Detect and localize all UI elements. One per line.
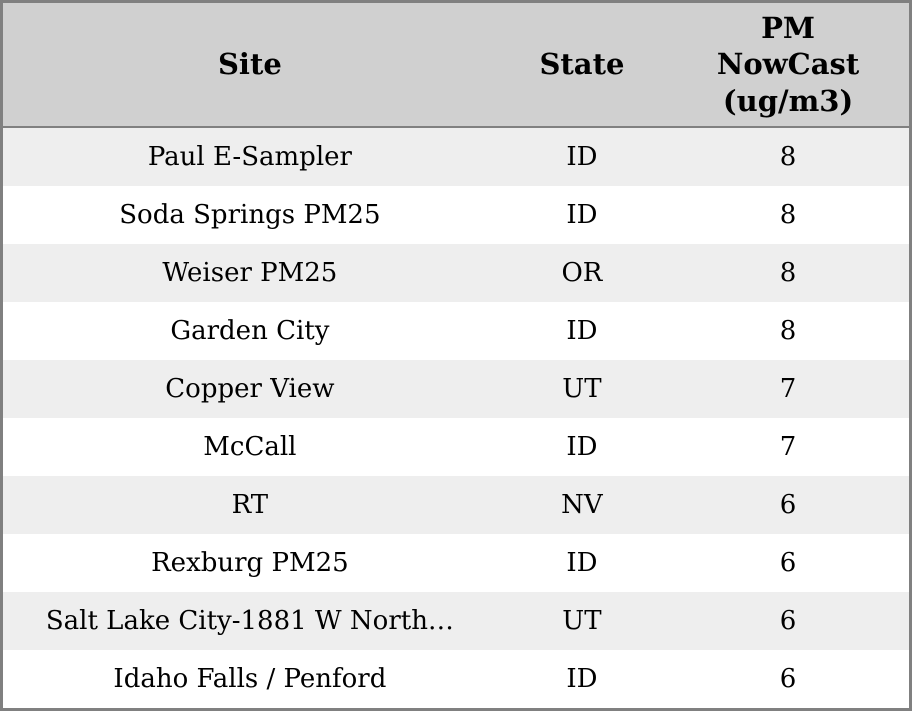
state-cell: ID	[566, 200, 598, 230]
table-row[interactable]	[3, 186, 909, 244]
pm-nowcast-cell: 6	[779, 663, 797, 694]
site-cell: Paul E-Sampler	[147, 142, 352, 172]
pm-nowcast-cell: 6	[779, 605, 797, 636]
column-header-pm-nowcast[interactable]	[667, 3, 909, 127]
table-row[interactable]	[3, 650, 909, 708]
column-header-state-label: State	[539, 47, 625, 82]
site-cell: Soda Springs PM25	[119, 200, 381, 230]
site-cell: Copper View	[165, 373, 335, 404]
state-cell: UT	[562, 373, 602, 404]
table-header-row	[3, 3, 909, 127]
table-row[interactable]	[3, 360, 909, 418]
pm-nowcast-cell: 8	[779, 142, 797, 172]
state-cell: ID	[566, 142, 598, 172]
site-cell: RT	[231, 489, 269, 520]
state-cell: ID	[566, 547, 598, 578]
table-row[interactable]	[3, 592, 909, 650]
column-header-site[interactable]	[3, 3, 497, 127]
pm-nowcast-cell: 8	[779, 257, 797, 288]
pm-nowcast-cell: 6	[779, 489, 797, 520]
site-cell: Idaho Falls / Penford	[113, 663, 387, 694]
pm-nowcast-cell: 6	[779, 547, 797, 578]
state-cell: OR	[561, 257, 603, 288]
pm-nowcast-cell: 8	[779, 200, 797, 230]
pm-nowcast-cell: 7	[779, 431, 797, 462]
column-header-site-label: Site	[217, 47, 282, 82]
pm-nowcast-cell: 8	[779, 315, 797, 346]
table-row[interactable]	[3, 302, 909, 360]
site-cell: Garden City	[170, 315, 330, 346]
site-cell: Weiser PM25	[162, 257, 338, 288]
state-cell: ID	[566, 663, 598, 694]
table-row[interactable]	[3, 127, 909, 186]
state-cell: ID	[566, 315, 598, 346]
site-cell: Salt Lake City-1881 W North…	[45, 605, 454, 636]
site-cell: McCall	[203, 431, 297, 462]
site-monitors-table	[3, 3, 909, 708]
column-header-state[interactable]	[497, 3, 667, 127]
table-row[interactable]	[3, 244, 909, 302]
column-header-pm-nowcast-label: PM NowCast (ug/m3)	[716, 11, 860, 118]
state-cell: UT	[562, 605, 602, 636]
table-row[interactable]	[3, 476, 909, 534]
state-cell: ID	[566, 431, 598, 462]
table-row[interactable]	[3, 418, 909, 476]
pm-nowcast-cell: 7	[779, 373, 797, 404]
state-cell: NV	[561, 489, 603, 520]
site-cell: Rexburg PM25	[151, 547, 349, 578]
table-row[interactable]	[3, 534, 909, 592]
